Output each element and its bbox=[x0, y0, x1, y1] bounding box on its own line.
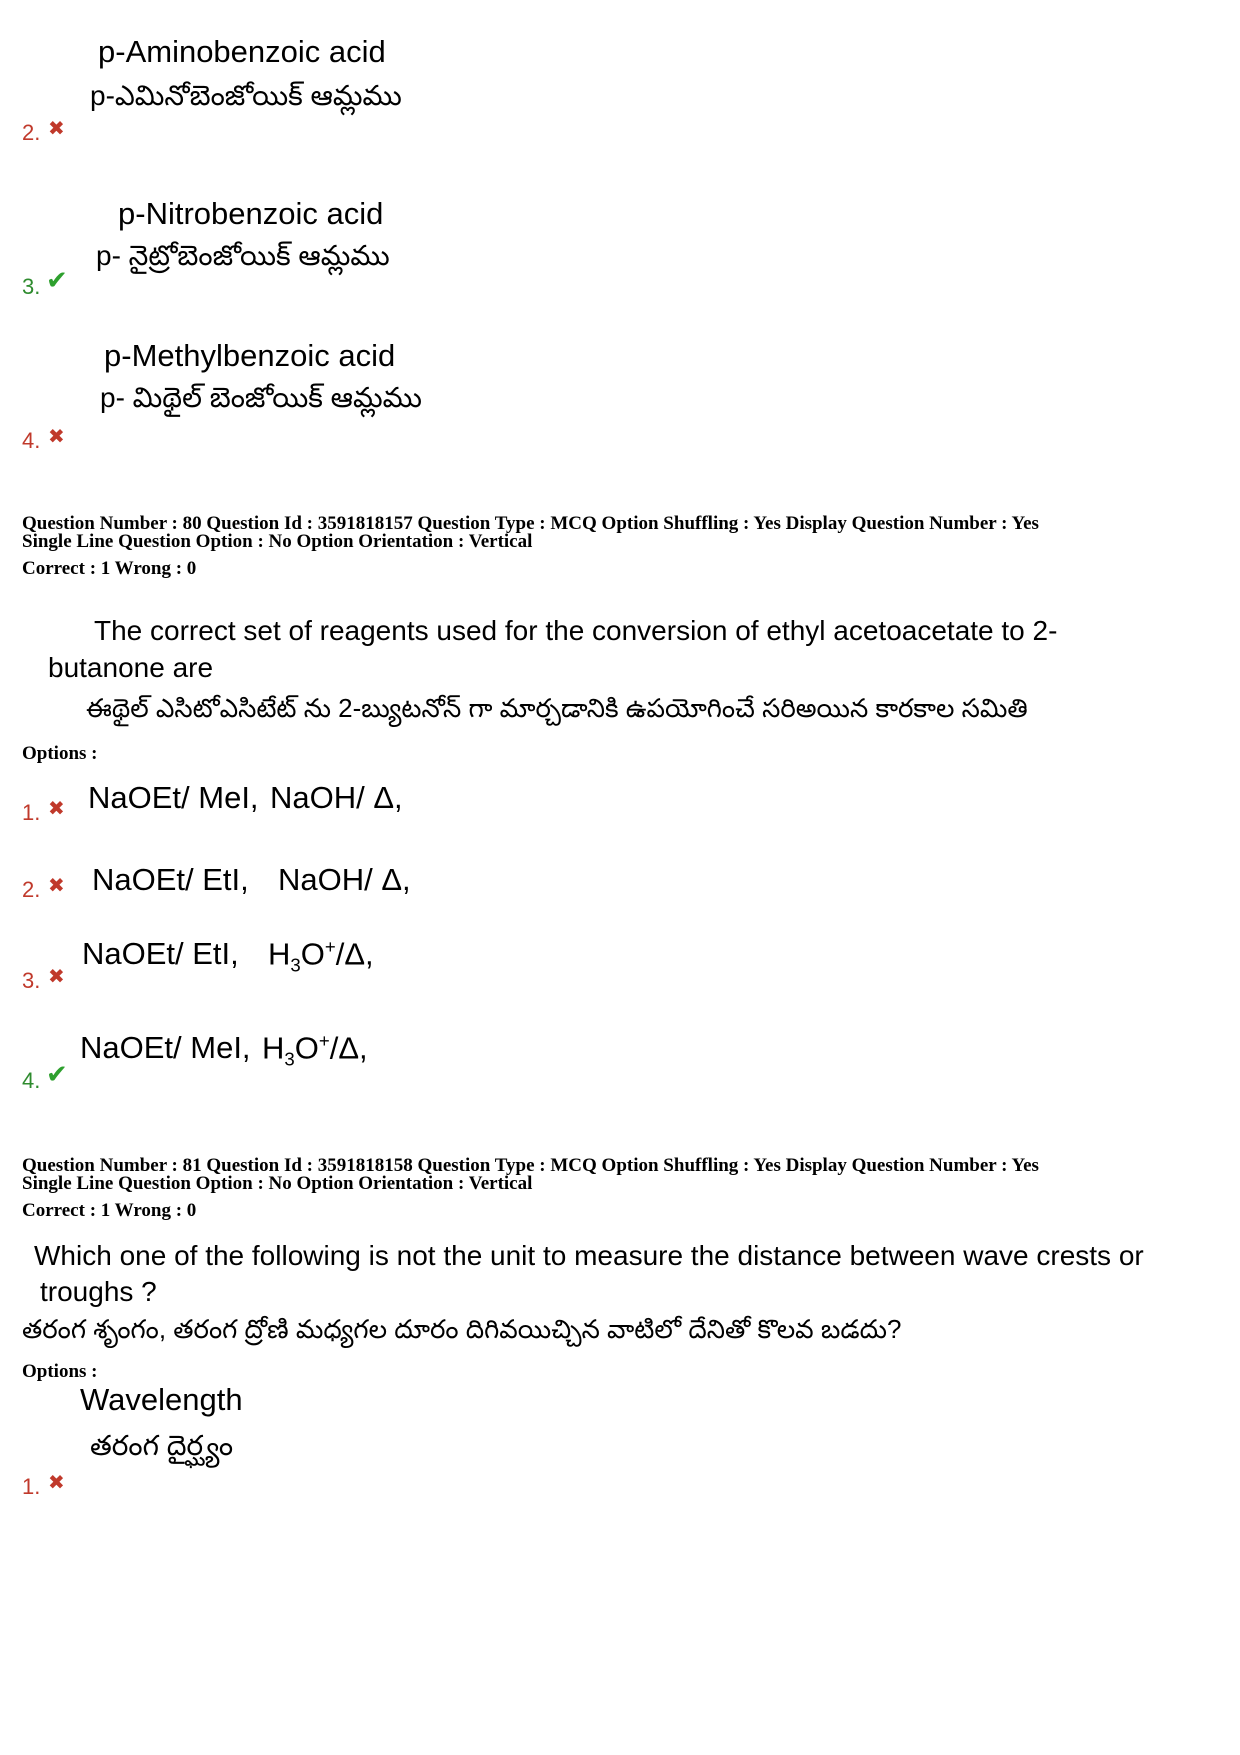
option-number: 2. bbox=[22, 877, 41, 902]
question-text-en: The correct set of reagents used for the conversion of ethyl acetoacetate to 2- bbox=[94, 615, 1058, 646]
option-number: 3. bbox=[22, 968, 41, 993]
correct-check-icon: ✔ bbox=[46, 266, 68, 296]
question-text-te: తరంగ శృంగం, తరంగ ద్రోణి మధ్యగల దూరం దిగివయిచ్చిన వాటిలో దేనితో కొలవ బడదు? bbox=[22, 1314, 902, 1344]
option-reagent-a: NaOEt/ MeI, bbox=[88, 780, 259, 815]
wrong-cross-icon: ✖ bbox=[48, 1470, 65, 1494]
option-reagent-a: NaOEt/ EtI, bbox=[82, 936, 239, 971]
option-reagent-b: NaOH/ Δ, bbox=[278, 862, 411, 897]
option-telugu: p-ఎమినోబెంజోయిక్ ఆమ్లము bbox=[90, 80, 402, 111]
question-meta-line2: Single Line Question Option : No Option Orientation : Vertical bbox=[22, 1173, 533, 1194]
option-english: p-Nitrobenzoic acid bbox=[118, 196, 384, 231]
question-meta-line1: Question Number : 80 Question Id : 3591818157 Question Type : MCQ Option Shuffling : Yes Display Question Number : Yes bbox=[22, 513, 1039, 534]
option-number: 4. bbox=[22, 428, 41, 453]
options-label: Options : bbox=[22, 743, 98, 764]
option-number: 3. bbox=[22, 274, 41, 299]
option-number: 1. bbox=[22, 1474, 41, 1499]
correct-check-icon: ✔ bbox=[46, 1060, 68, 1090]
option-telugu: p- నైట్రోబెంజోయిక్ ఆమ్లము bbox=[96, 240, 390, 271]
wrong-cross-icon: ✖ bbox=[48, 116, 65, 140]
options-label: Options : bbox=[22, 1361, 98, 1382]
option-reagent-b: NaOH/ Δ, bbox=[270, 780, 403, 815]
score-line: Correct : 1 Wrong : 0 bbox=[22, 1200, 197, 1221]
wrong-cross-icon: ✖ bbox=[48, 796, 65, 820]
option-reagent-b: $H_3O^+/\Delta$, bbox=[262, 1030, 368, 1070]
question-text-en-cont: troughs ? bbox=[40, 1276, 157, 1307]
option-reagent-b: $H_3O^+/\Delta$, bbox=[268, 936, 374, 976]
question-meta-line1: Question Number : 81 Question Id : 3591818158 Question Type : MCQ Option Shuffling : Yes Display Question Number : Yes bbox=[22, 1155, 1039, 1176]
option-english: p-Methylbenzoic acid bbox=[104, 338, 396, 373]
score-line: Correct : 1 Wrong : 0 bbox=[22, 558, 197, 579]
option-english: Wavelength bbox=[80, 1382, 243, 1417]
question-text-te: ఈథైల్ ఎసిటోఎసిటేట్ ను 2-బ్యుటనోన్ గా మార్చడానికి ఉపయోగించే సరిఅయిన కారకాల సమితి bbox=[86, 693, 1028, 723]
option-number: 1. bbox=[22, 800, 41, 825]
option-telugu: తరంగ దైర్ఘ్యం bbox=[90, 1430, 234, 1461]
wrong-cross-icon: ✖ bbox=[48, 424, 65, 448]
option-reagent-a: NaOEt/ MeI, bbox=[80, 1030, 251, 1065]
option-number: 4. bbox=[22, 1068, 41, 1093]
wrong-cross-icon: ✖ bbox=[48, 873, 65, 897]
option-reagent-a: NaOEt/ EtI, bbox=[92, 862, 249, 897]
wrong-cross-icon: ✖ bbox=[48, 964, 65, 988]
option-english: p-Aminobenzoic acid bbox=[98, 34, 386, 69]
question-meta-line2: Single Line Question Option : No Option Orientation : Vertical bbox=[22, 531, 533, 552]
question-text-en-cont: butanone are bbox=[48, 652, 214, 683]
question-text-en: Which one of the following is not the unit to measure the distance between wave crests or bbox=[34, 1240, 1144, 1271]
option-telugu: p- మిథైల్ బెంజోయిక్ ఆమ్లము bbox=[100, 382, 422, 413]
option-number: 2. bbox=[22, 120, 41, 145]
